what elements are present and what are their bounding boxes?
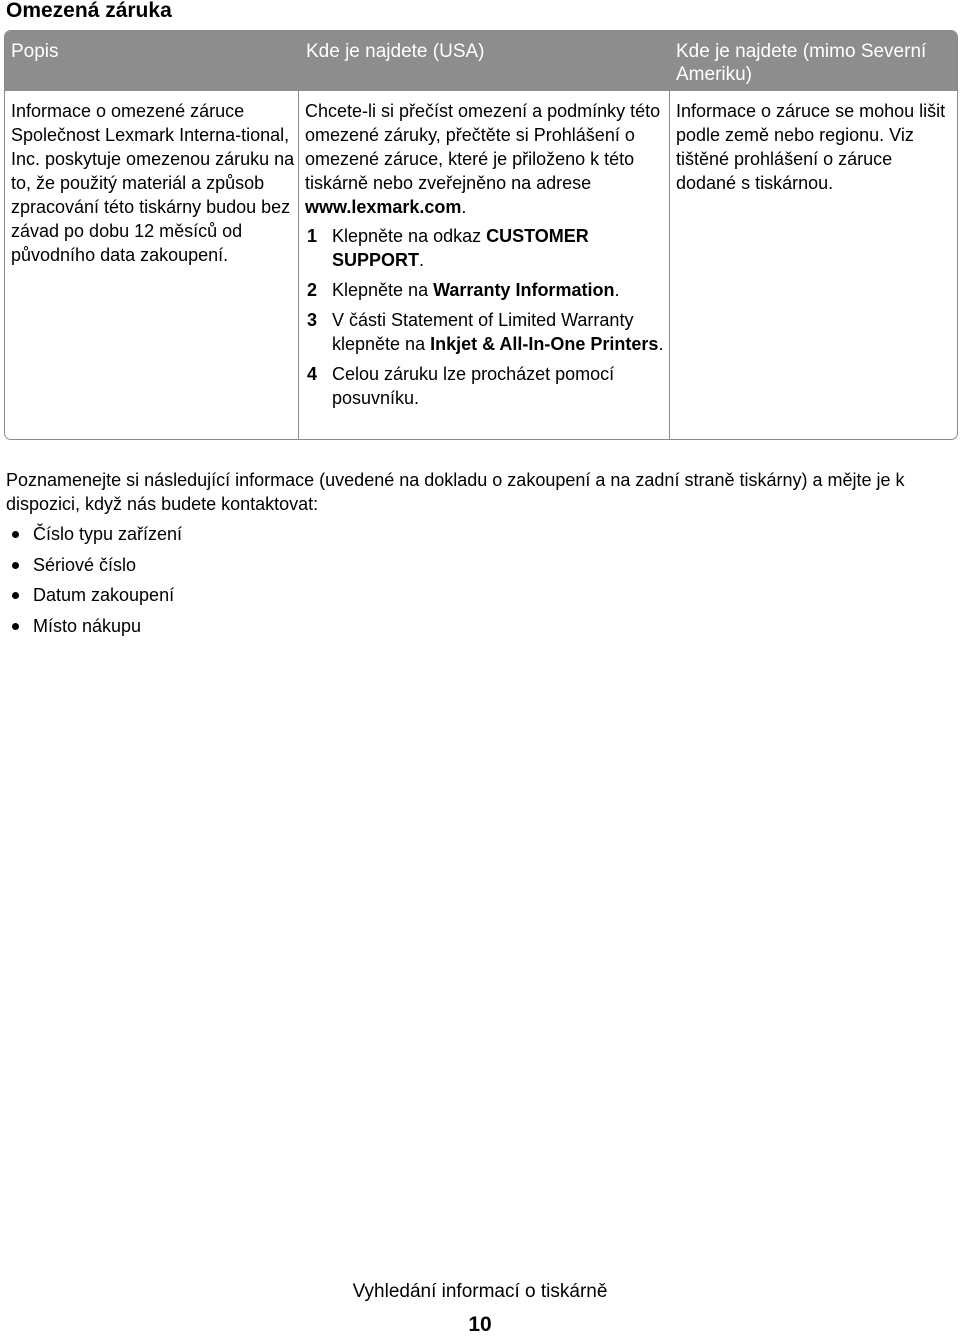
step-item: 1 Klepněte na odkaz CUSTOMER SUPPORT. [307,226,589,270]
warranty-info-title: Informace o omezené záruce [11,101,245,121]
cell-description [11,99,295,267]
cell-outside-na [676,99,954,195]
usa-intro: Chcete-li si přečíst omezení a podmínky této omezené záruky, přečtěte si Prohlášení o omezené záruce, které je přiloženo k této tiskárně nebo zveřejněno na adrese www.lexmark.com. [305,101,661,217]
list-item: Číslo typu zařízení [6,522,182,546]
section-heading: Omezená záruka [6,0,172,22]
outside-na-text: Informace o záruce se mohou lišit podle země nebo regionu. Viz tištěné prohlášení o záruce dodané s tiskárnou. [676,101,946,193]
header-description: Popis [11,41,59,62]
bullet-icon [12,623,19,630]
warranty-table [4,30,958,440]
bullet-icon [12,562,19,569]
step-item: 3 V části Statement of Limited Warranty klepněte na Inkjet & All-In-One Printers. [307,310,664,354]
bullet-icon [12,592,19,599]
list-item: Sériové číslo [6,553,182,577]
warranty-description: Společnost Lexmark Interna-tional, Inc. poskytuje omezenou záruku na to, že použitý materiál a způsob zpracování této tiskárny budou bez závad po dobu 12 měsíců od původního data zakoupení. [11,125,295,265]
header-usa: Kde je najdete (USA) [306,41,485,62]
list-item: Datum zakoupení [6,583,182,607]
header-outside-na: Kde je najdete (mimo Severní Ameriku) [676,41,927,85]
step-item: 4 Celou záruku lze procházet pomocí posuvníku. [307,364,615,408]
page-number: 10 [468,1313,492,1336]
list-item: Místo nákupu [6,614,182,638]
lexmark-url: www.lexmark.com [305,197,462,217]
bullet-icon [12,531,19,538]
column-divider [298,91,299,439]
step-item: 2 Klepněte na Warranty Information. [307,280,620,300]
table-header-row [5,31,957,91]
info-list [6,522,182,644]
column-divider [669,91,670,439]
usa-steps [305,224,667,410]
contact-note: Poznamenejte si následující informace (uvedené na dokladu o zakoupení a na zadní straně tiskárny) a mějte je k dispozici, když nás budete kontaktovat: [6,470,905,514]
cell-usa [305,99,667,416]
footer-section-title: Vyhledání informací o tiskárně [352,1281,608,1302]
